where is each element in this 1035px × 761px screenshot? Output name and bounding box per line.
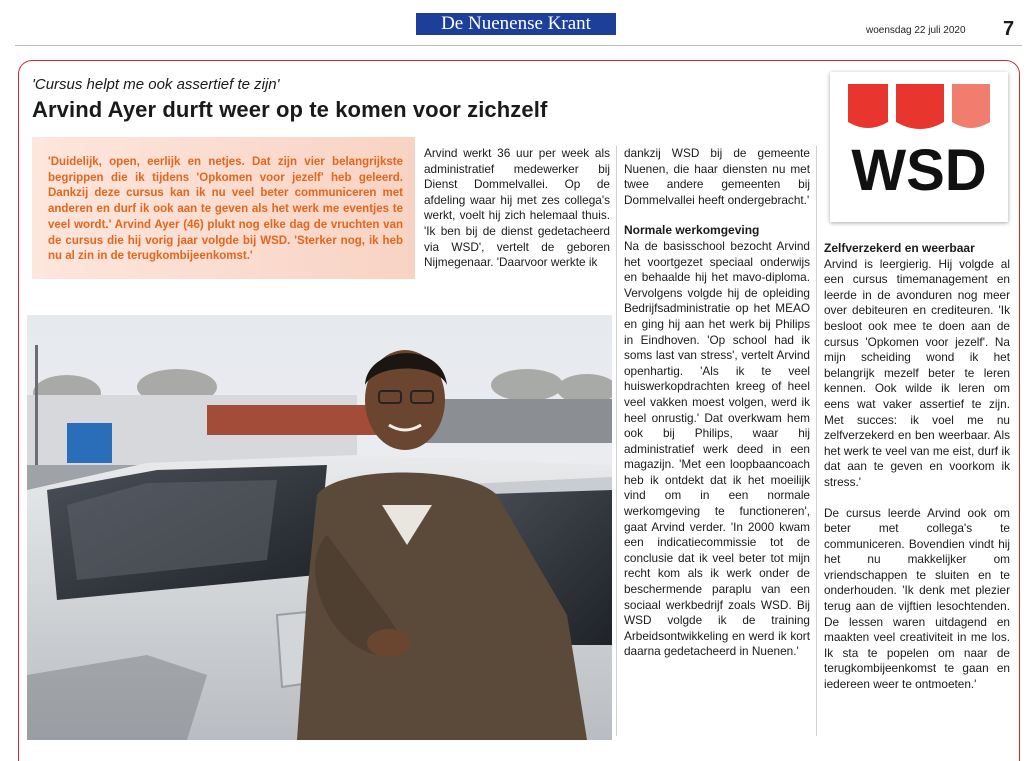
wsd-logo — [830, 72, 1008, 222]
column-2-paragraph-1: dankzij WSD bij de gemeente Nuenen, die haar diensten nu met twee andere gemeenten bij Dommelvallei heeft ondergebracht.' — [624, 146, 810, 207]
column-divider — [816, 146, 817, 736]
text-column-1 — [424, 146, 610, 271]
photo-illustration — [27, 315, 612, 740]
column-divider — [616, 146, 617, 736]
page-number: 7 — [1003, 18, 1015, 40]
publication-date: woensdag 22 juli 2020 — [866, 25, 966, 36]
column-2-paragraph-2: Na de basisschool bezocht Arvind het voortgezet speciaal onderwijs en behaalde hij het mavo-diploma. Vervolgens volgde hij de opleiding Bedrijfsadministratie op het MEAO en ging hij aan het werk bij Philips in Eindhoven. 'Op school had ik soms last van stress', vertelt Arvind openhartig. 'Als ik te veel huiswerkopdrachten kreeg of heel veel vakken moest volgen, werd ik heel onrustig.' Dat overkwam hem ook bij Philips, waar hij administratief werk deed in een magazijn. 'Met een loopbaancoach heb ik ontdekt dat ik het moeilijk vind om in een normale werkomgeving te functioneren', gaat Arvind verder. 'In 2000 kwam een indicatiecommissie tot de conclusie dat ik veel beter tot mijn recht kom als ik werk onder de beschermende paraplu van een sociaal werkbedrijf zoals WSD. Bij WSD volgde ik de training Arbeidsontwikkeling en werd ik kort daarna gedetacheerd in Nuenen.' — [624, 238, 810, 659]
column-1-paragraph: Arvind werkt 36 uur per week als administratief medewerker bij Dienst Dommelvallei. Op de afdeling waar hij met zes collega's werkt, voelt hij zich helemaal thuis. 'Ik ben bij de dienst gedetacheerd via WSD', vertelt de geboren Nijmegenaar. 'Daarvoor werkte ik — [424, 146, 610, 270]
text-column-2 — [624, 146, 810, 660]
intro-box — [32, 137, 415, 279]
column-3-paragraph-2: De cursus leerde Arvind ook om beter met collega's te communiceren. Bovendien vindt hij het nu makkelijker om vriendschappen te sluiten en te onderhouden. 'Ik denk met plezier terug aan de vijftien lesochtenden. De lessen waren uitdagend en maakten veel creativiteit in me los. Ik sta te popelen om naar de terugkombijeenkomst te gaan en iedereen weer te ontmoeten.' — [824, 505, 1010, 692]
wsd-logo-graphic — [830, 72, 1008, 222]
article-photo — [27, 315, 612, 740]
subheading-normale-werkomgeving: Normale werkomgeving — [624, 223, 760, 238]
column-3-paragraph-1: Arvind is leergierig. Hij volgde al een cursus timemanagement en leerde in de avonduren nog meer over debiteuren en crediteuren. 'Ik besloot ook mee te doen aan de cursus 'Opkomen voor jezelf'. Na mijn scheiding wond ik het belangrijk mezelf beter te leren kennen. Ook wilde ik leren om eens wat vaker assertief te zijn. Met succes: ik voel me nu zelfverzekerd en ben weerbaar. Als het werk te veel van me eist, durf ik dat aan te geven en voorkom ik stress.' — [824, 256, 1010, 489]
text-column-3 — [824, 241, 1010, 693]
masthead: De Nuenense Krant — [416, 13, 616, 35]
article-kicker: 'Cursus helpt me ook assertief te zijn' — [32, 76, 280, 93]
intro-text: 'Duidelijk, open, eerlijk en netjes. Dat zijn vier belangrijkste begrippen die ik tijdens 'Opkomen voor jezelf' heb geleerd. Dankzij deze cursus kan ik nu veel beter communiceren met anderen en durf ik ook aan te geven als het werk me eventjes te veel wordt.' Arvind Ayer (46) plukt nog elke dag de vruchten van de cursus die hij vorig jaar volgde bij WSD. 'Sterker nog, ik heb nu al zin in de terugkombijeenkomst.' — [48, 156, 403, 263]
article-headline: Arvind Ayer durft weer op te komen voor zichzelf — [32, 97, 548, 122]
wsd-logo-text: WSD — [851, 138, 987, 203]
header-divider — [15, 45, 1022, 46]
subheading-zelfverzekerd: Zelfverzekerd en weerbaar — [824, 241, 975, 255]
